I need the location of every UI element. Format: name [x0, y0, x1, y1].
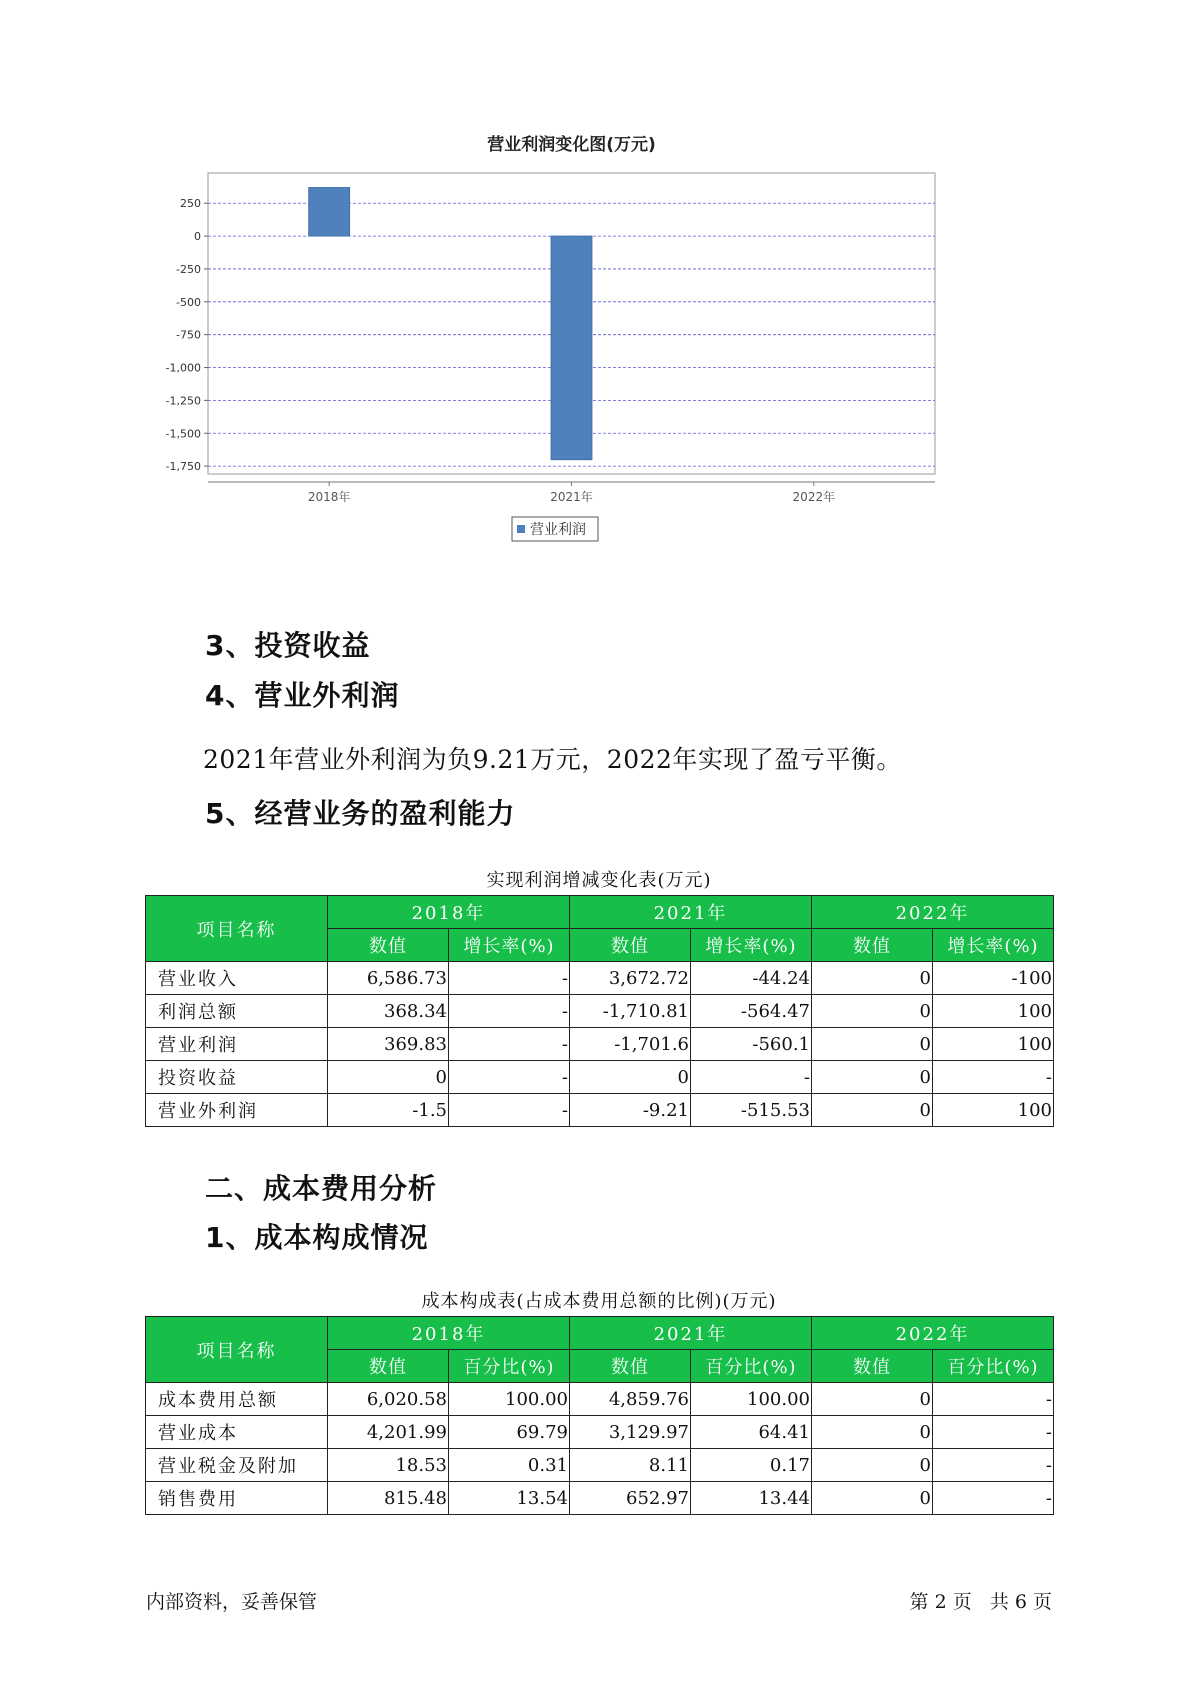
table-cell: 0 — [812, 995, 933, 1028]
table-cell: 100 — [933, 1094, 1054, 1127]
header-item-name: 项目名称 — [146, 1317, 328, 1383]
table-cell: -564.47 — [691, 995, 812, 1028]
row-label: 利润总额 — [146, 995, 328, 1028]
table-cell: 3,672.72 — [570, 962, 691, 995]
row-label: 营业外利润 — [146, 1094, 328, 1127]
header-percent: 百分比(%) — [449, 1350, 570, 1383]
x-tick-label: 2021年 — [550, 490, 593, 504]
table-cell: - — [449, 962, 570, 995]
row-label: 销售费用 — [146, 1482, 328, 1515]
header-growth-rate: 增长率(%) — [691, 929, 812, 962]
table-cell: 0 — [812, 962, 933, 995]
table-cell: -100 — [933, 962, 1054, 995]
table-cell: 0 — [812, 1028, 933, 1061]
table-cell: -1.5 — [328, 1094, 449, 1127]
y-tick-label: 250 — [180, 197, 201, 211]
header-growth-rate: 增长率(%) — [449, 929, 570, 962]
footer-page-number: 第 2 页 共 6 页 — [909, 1591, 1052, 1613]
table-cell: 0 — [812, 1061, 933, 1094]
table-cell: 64.41 — [691, 1416, 812, 1449]
header-growth-rate: 增长率(%) — [933, 929, 1054, 962]
table-cell: - — [933, 1416, 1054, 1449]
header-value: 数值 — [812, 929, 933, 962]
row-label: 营业收入 — [146, 962, 328, 995]
table-cell: 8.11 — [570, 1449, 691, 1482]
table-row — [146, 1028, 1054, 1061]
header-value: 数值 — [570, 929, 691, 962]
y-tick-label: -250 — [176, 262, 201, 276]
operating-profit-chart — [150, 130, 1030, 600]
table-row — [146, 1416, 1054, 1449]
header-value: 数值 — [812, 1350, 933, 1383]
table-cell: 0.17 — [691, 1449, 812, 1482]
heading-cost-structure: 1、成本构成情况 — [205, 1221, 429, 1254]
heading-cost-analysis: 二、成本费用分析 — [205, 1172, 438, 1205]
table-cell: 0 — [812, 1094, 933, 1127]
bar — [551, 236, 592, 460]
table-cell: - — [449, 995, 570, 1028]
heading-non-operating-profit: 4、营业外利润 — [205, 679, 400, 712]
cost-structure-table — [145, 1316, 1054, 1515]
bar — [309, 187, 350, 236]
table-cell: -1,701.6 — [570, 1028, 691, 1061]
table-cell: 100 — [933, 1028, 1054, 1061]
header-year: 2022年 — [812, 896, 1054, 929]
profit-table-caption: 实现利润增减变化表(万元) — [486, 870, 712, 891]
table-cell: 4,201.99 — [328, 1416, 449, 1449]
y-tick-label: -1,250 — [165, 394, 201, 408]
y-tick-label: 0 — [194, 230, 201, 244]
table-cell: 6,020.58 — [328, 1383, 449, 1416]
table-cell: -560.1 — [691, 1028, 812, 1061]
legend-swatch — [517, 525, 525, 533]
header-year: 2021年 — [570, 896, 812, 929]
table-cell: 369.83 — [328, 1028, 449, 1061]
chart-title: 营业利润变化图(万元) — [487, 135, 656, 155]
y-tick-label: -1,750 — [165, 460, 201, 474]
table-cell: 0 — [812, 1383, 933, 1416]
header-year: 2022年 — [812, 1317, 1054, 1350]
header-value: 数值 — [328, 929, 449, 962]
header-value: 数值 — [570, 1350, 691, 1383]
table-row — [146, 1482, 1054, 1515]
y-tick-label: -1,500 — [165, 427, 201, 441]
table-cell: -9.21 — [570, 1094, 691, 1127]
table-cell: - — [449, 1094, 570, 1127]
header-value: 数值 — [328, 1350, 449, 1383]
table-cell: 0 — [328, 1061, 449, 1094]
profit-change-table — [145, 895, 1054, 1127]
header-year: 2018年 — [328, 896, 570, 929]
table-cell: 18.53 — [328, 1449, 449, 1482]
table-row — [146, 1061, 1054, 1094]
table-cell: -1,710.81 — [570, 995, 691, 1028]
table-row — [146, 1449, 1054, 1482]
table-cell: 13.54 — [449, 1482, 570, 1515]
x-tick-label: 2018年 — [307, 490, 351, 504]
header-year: 2021年 — [570, 1317, 812, 1350]
row-label: 营业成本 — [146, 1416, 328, 1449]
chart-svg — [150, 130, 1030, 600]
header-item-name: 项目名称 — [146, 896, 328, 962]
header-percent: 百分比(%) — [933, 1350, 1054, 1383]
table-cell: 100 — [933, 995, 1054, 1028]
y-tick-label: -1,000 — [165, 361, 201, 375]
table-cell: 13.44 — [691, 1482, 812, 1515]
table-cell: - — [933, 1482, 1054, 1515]
heading-profitability: 5、经营业务的盈利能力 — [205, 797, 516, 830]
legend-label: 营业利润 — [530, 522, 586, 538]
table-cell: 368.34 — [328, 995, 449, 1028]
table-cell: 100.00 — [691, 1383, 812, 1416]
row-label: 投资收益 — [146, 1061, 328, 1094]
row-label: 营业税金及附加 — [146, 1449, 328, 1482]
row-label: 营业利润 — [146, 1028, 328, 1061]
footer-confidential-note: 内部资料，妥善保管 — [146, 1591, 318, 1613]
table-row — [146, 1094, 1054, 1127]
table-cell: - — [449, 1028, 570, 1061]
table-cell: 6,586.73 — [328, 962, 449, 995]
table-cell: - — [933, 1383, 1054, 1416]
table-cell: 815.48 — [328, 1482, 449, 1515]
x-tick-label: 2022年 — [792, 490, 836, 504]
paragraph-non-operating-profit: 2021年营业外利润为负9.21万元，2022年实现了盈亏平衡。 — [203, 745, 902, 774]
header-percent: 百分比(%) — [691, 1350, 812, 1383]
table-cell: 4,859.76 — [570, 1383, 691, 1416]
table-cell: - — [449, 1061, 570, 1094]
cost-table-caption: 成本构成表(占成本费用总额的比例)(万元) — [421, 1291, 777, 1312]
table-cell: - — [933, 1061, 1054, 1094]
table-cell: -44.24 — [691, 962, 812, 995]
table-cell: - — [691, 1061, 812, 1094]
table-cell: -515.53 — [691, 1094, 812, 1127]
header-year: 2018年 — [328, 1317, 570, 1350]
table-row — [146, 962, 1054, 995]
table-cell: 0 — [570, 1061, 691, 1094]
table-cell: 69.79 — [449, 1416, 570, 1449]
table-row — [146, 995, 1054, 1028]
table-cell: 0.31 — [449, 1449, 570, 1482]
table-cell: 652.97 — [570, 1482, 691, 1515]
row-label: 成本费用总额 — [146, 1383, 328, 1416]
table-cell: 3,129.97 — [570, 1416, 691, 1449]
y-tick-label: -500 — [176, 295, 201, 309]
table-cell: 0 — [812, 1449, 933, 1482]
table-row — [146, 1383, 1054, 1416]
table-cell: - — [933, 1449, 1054, 1482]
table-cell: 0 — [812, 1482, 933, 1515]
table-cell: 0 — [812, 1416, 933, 1449]
heading-investment-income: 3、投资收益 — [205, 629, 371, 662]
table-cell: 100.00 — [449, 1383, 570, 1416]
y-tick-label: -750 — [176, 328, 201, 342]
